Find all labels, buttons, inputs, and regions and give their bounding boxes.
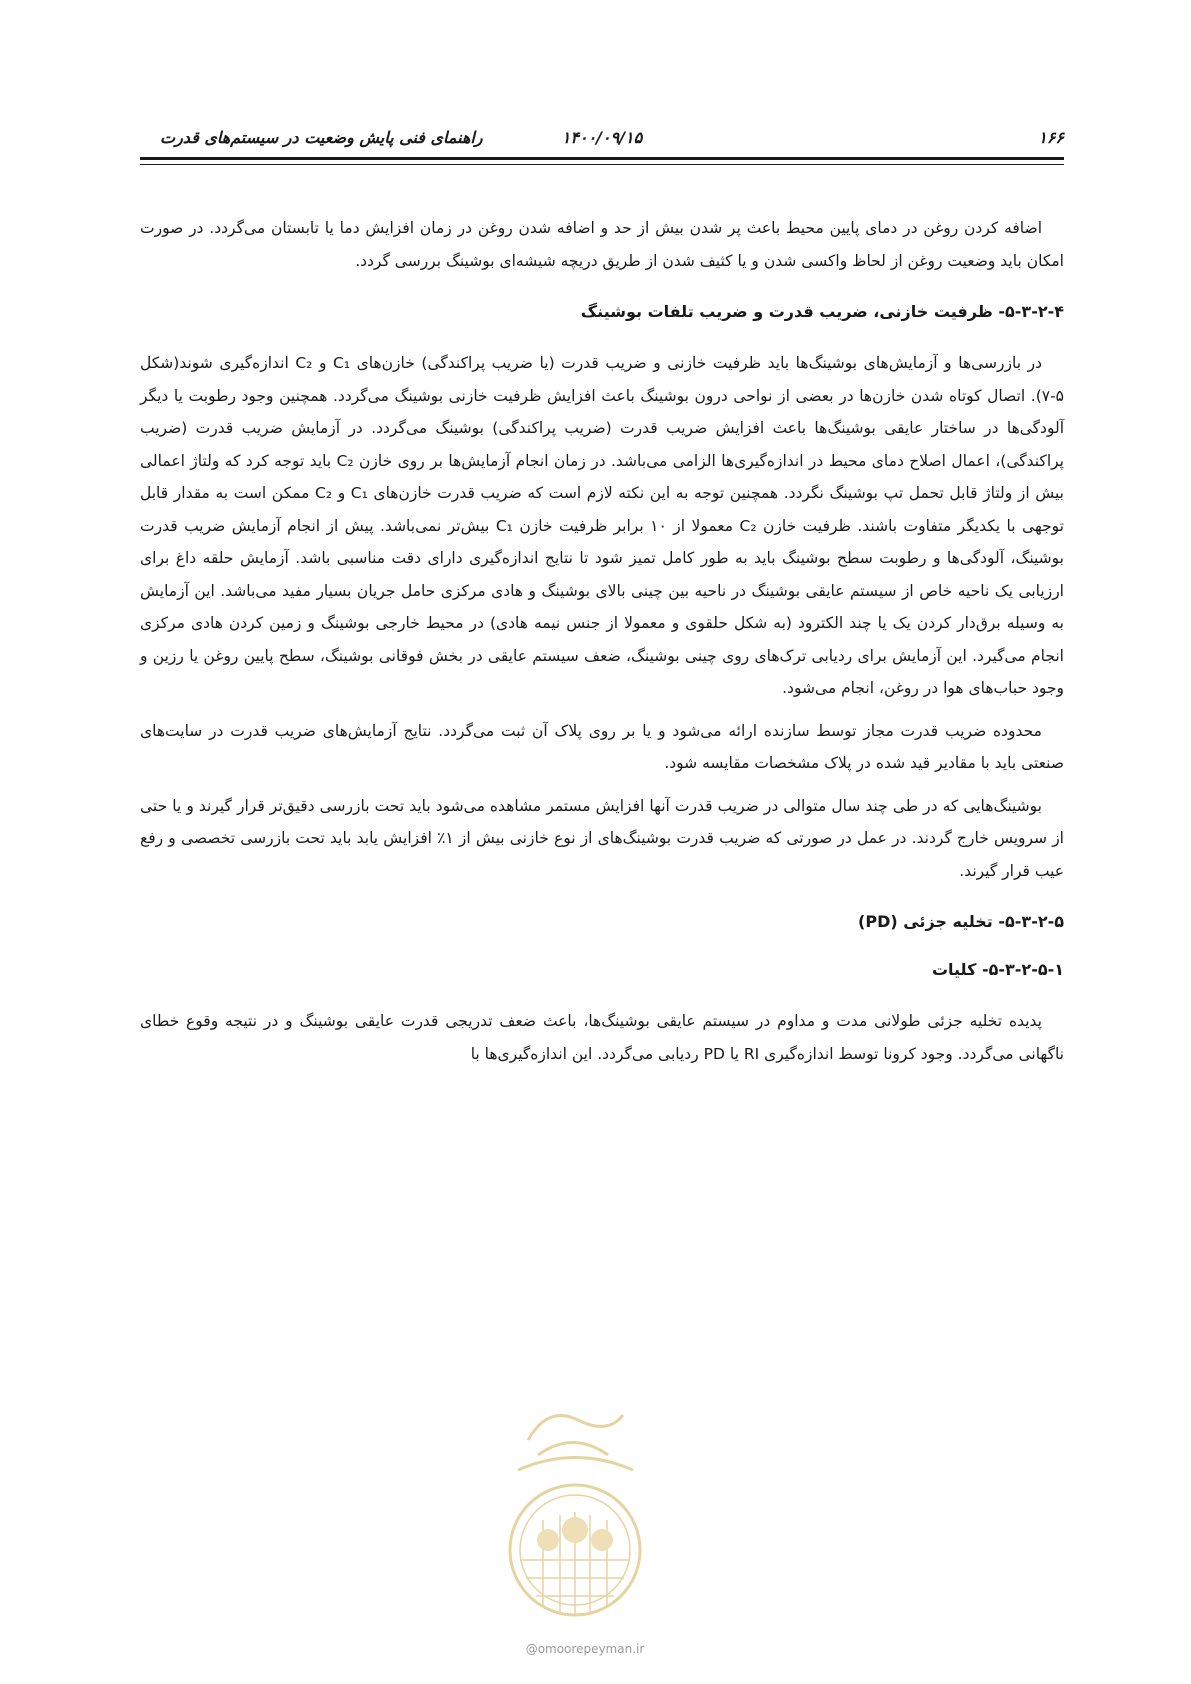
page-body — [140, 212, 1064, 1070]
watermark-url: @omoorepeyman.ir — [525, 1642, 645, 1656]
section-heading: ۵-۳-۲-۴- ظرفیت خازنی، ضریب قدرت و ضریب تلفات بوشینگ — [580, 302, 1064, 321]
paragraph: اضافه کردن روغن در دمای پایین محیط باعث پر شدن بیش از حد و اضافه شدن روغن در زمان افزایش دما یا تابستان می‌گردد. در صورت امکان باید وضعیت روغن از لحاظ واکسی شدن و یا کثیف شدن از طریق دریچه شیشه‌ای بوشینگ بررسی گردد. — [140, 219, 1064, 270]
header-title: راهنمای فنی پایش وضعیت در سیستم‌های قدرت — [160, 128, 483, 147]
watermark-logo — [488, 1400, 663, 1630]
page-header — [140, 128, 1064, 154]
subsection-heading: ۵-۳-۲-۵-۱- کلیات — [931, 960, 1064, 979]
paragraph: بوشینگ‌هایی که در طی چند سال متوالی در ضریب قدرت آنها افزایش مستمر مشاهده می‌شود باید تحت بازرسی دقیق‌تر قرار گیرند و یا حتی از سرویس خارج گردند. در عمل در صورتی که ضریب قدرت بوشینگ‌های از نوع خازنی بیش از ۱٪ افزایش یابد باید تحت بازرسی تخصصی و رفع عیب قرار گیرند. — [140, 796, 1064, 880]
header-rule-thin — [140, 164, 1064, 165]
paragraph: محدوده ضریب قدرت مجاز توسط سازنده ارائه می‌شود و یا بر روی پلاک آن ثبت می‌گردد. نتایج آزمایش‌های ضریب قدرت در سایت‌های صنعتی باید با مقادیر قید شده در پلاک مشخصات مقایسه شود. — [140, 721, 1064, 772]
paragraph: پدیده تخلیه جزئی طولانی مدت و مداوم در سیستم عایقی بوشینگ‌ها، باعث ضعف تدریجی قدرت عایقی بوشینگ و در نتیجه وقوع خطای ناگهانی می‌گردد. وجود کرونا توسط اندازه‌گیری RI یا PD ردیابی می‌گردد. این اندازه‌گیری‌ها با — [140, 1012, 1064, 1063]
header-date: ۱۴۰۰/۰۹/۱۵ — [561, 128, 643, 147]
paragraph: در بازرسی‌ها و آزمایش‌های بوشینگ‌ها باید ظرفیت خازنی و ضریب قدرت (یا ضریب پراکندگی) خازن‌های C₁ و C₂ اندازه‌گیری شوند(شکل ۵-۷). اتصال کوتاه شدن خازن‌ها در بعضی از نواحی درون بوشینگ باعث افزایش ظرفیت خازنی بوشینگ می‌گردد. همچنین وجود رطوبت یا دیگر آلودگی‌ها در ساختار عایقی بوشینگ‌ها باعث افزایش ضریب قدرت (ضریب پراکندگی) بوشینگ می‌گردد. در آزمایش ضریب قدرت (ضریب پراکندگی)، اعمال اصلاح دمای محیط در اندازه‌گیری‌ها الزامی می‌باشد. در زمان انجام آزمایش‌ها بر روی خازن C₂ باید توجه کرد که ولتاژ اعمالی بیش از ولتاژ قابل تحمل تپ بوشینگ نگردد. همچنین توجه به این نکته لازم است که ضریب قدرت خازن‌های C₁ و C₂ ممکن است به مقدار قابل توجهی با یکدیگر متفاوت باشند. ظرفیت خازن C₂ معمولا از ۱۰ برابر ظرفیت خازن C₁ بیش‌تر نمی‌باشد. پیش از انجام آزمایش ضریب قدرت بوشینگ، آلودگی‌ها و رطوبت سطح بوشینگ باید به طور کامل تمیز شود تا نتایج اندازه‌گیری دارای دقت مناسبی باشد. آزمایش حلقه داغ برای ارزیابی یک ناحیه خاص از سیستم عایقی بوشینگ در ناحیه بین چینی بالای بوشینگ و هادی مرکزی حامل جریان بسیار مفید می‌باشد. این آزمایش به وسیله برق‌دار کردن یک یا چند الکترود (به شکل حلقوی و معمولا از جنس نیمه هادی) در محیط خارجی بوشینگ و زمین کردن هادی مرکزی انجام می‌گیرد. این آزمایش برای ردیابی ترک‌های روی چینی بوشینگ، ضعف سیستم عایقی در بخش فوقانی بوشینگ، سطح پایین روغن یا رزین و وجود حباب‌های هوا در روغن، انجام می‌شود. — [140, 354, 1064, 697]
page-number: ۱۶۶ — [1038, 128, 1064, 147]
section-heading: ۵-۳-۲-۵- تخلیه جزئی (PD) — [858, 912, 1064, 931]
header-rule-thick — [140, 157, 1064, 160]
